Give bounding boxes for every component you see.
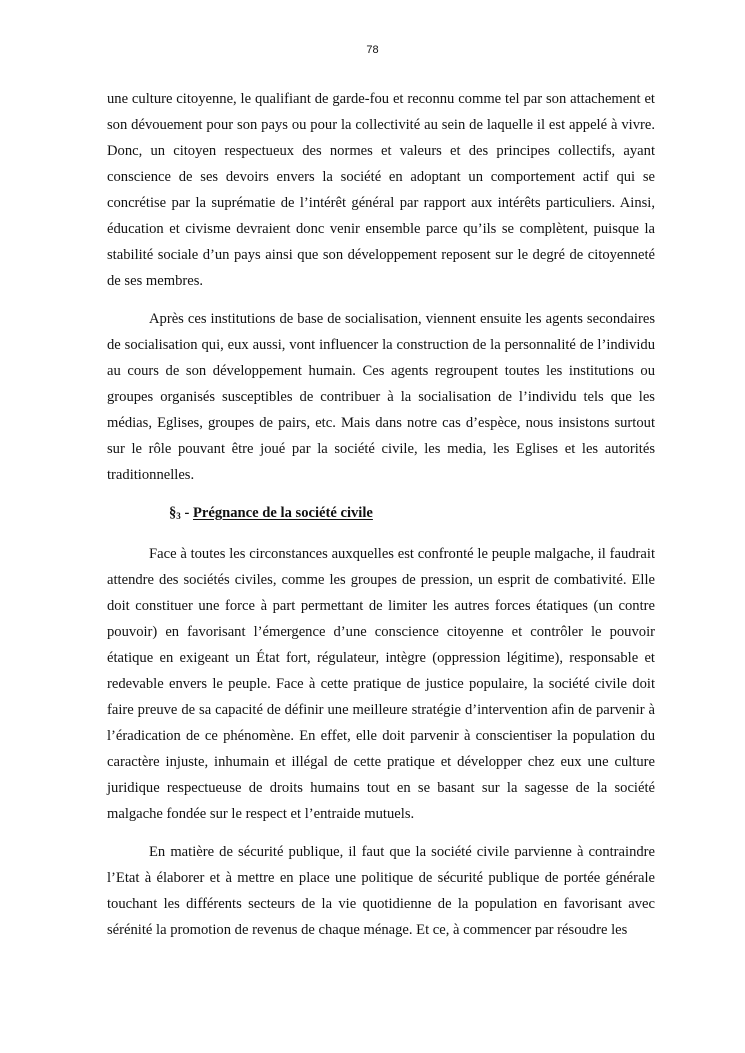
section-sign: § <box>169 505 177 521</box>
section-title: Prégnance de la société civile <box>192 505 373 521</box>
paragraph-citizenship: une culture citoyenne, le qualifiant de garde-fou et reconnu comme tel par son attachement et son dévouement pour son pays ou pour la collectivité au sein de laquelle il est appelé à vivre. Donc, un citoyen respectueux des normes et valeurs et des principes collectifs, ayant conscience de ses devoirs envers la société en adoptant un comportement actif qui se concrétise par la suprématie de l’intérêt général par rapport aux intérêts particuliers. Ainsi, éducation et civisme devraient donc venir ensemble parce qu’ils se complètent, puisque la stabilité sociale d’un pays ainsi que son développement reposent sur le degré de citoyenneté de ses membres. <box>107 91 655 289</box>
section-number: 3 <box>176 511 181 521</box>
section-heading <box>107 500 655 529</box>
paragraph-secondary-agents: Après ces institutions de base de socialisation, viennent ensuite les agents secondaires de socialisation qui, eux aussi, vont influencer la construction de la personnalité de l’individu au cours de son développement humain. Ces agents regroupent toutes les institutions ou groupes organisés susceptibles de contribuer à la socialisation de l’individu tels que les médias, Eglises, groupes de pairs, etc. Mais dans notre cas d’espèce, nous insistons surtout sur le rôle pouvant être joué par la société civile, les media, les Eglises et les autorités traditionnelles. <box>107 311 655 483</box>
paragraph-public-security: En matière de sécurité publique, il faut que la société civile parvienne à contraindre l’Etat à élaborer et à mettre en place une politique de sécurité publique de portée générale touchant les différents secteurs de la vie quotidienne de la population en favorisant avec sérénité la promotion de revenus de chaque ménage. Et ce, à commencer par résoudre les <box>107 844 655 938</box>
paragraph-civil-society: Face à toutes les circonstances auxquelles est confronté le peuple malgache, il faudrait attendre des sociétés civiles, comme les groupes de pression, un esprit de combativité. Elle doit constituer une force à part permettant de limiter les autres forces étatiques (un contre pouvoir) en favorisant l’émergence d’une conscience citoyenne et contrôler le pouvoir étatique en exigeant un État fort, régulateur, intègre (oppression légitime), responsable et redevable envers le peuple. Face à cette pratique de justice populaire, la société civile doit faire preuve de sa capacité de définir une meilleure stratégie d’intervention afin de parvenir à l’éradication de ce phénomène. En effet, elle doit parvenir à conscientiser la population du caractère injuste, inhumain et illégal de cette pratique et développer chez eux une culture juridique respectueuse de droits humains tout en se basant sur la sagesse de la société malgache fondée sur le respect et l’entraide mutuels. <box>107 546 655 822</box>
page-number: 78 <box>366 44 379 56</box>
document-body <box>107 86 655 955</box>
section-separator: - <box>180 505 193 521</box>
